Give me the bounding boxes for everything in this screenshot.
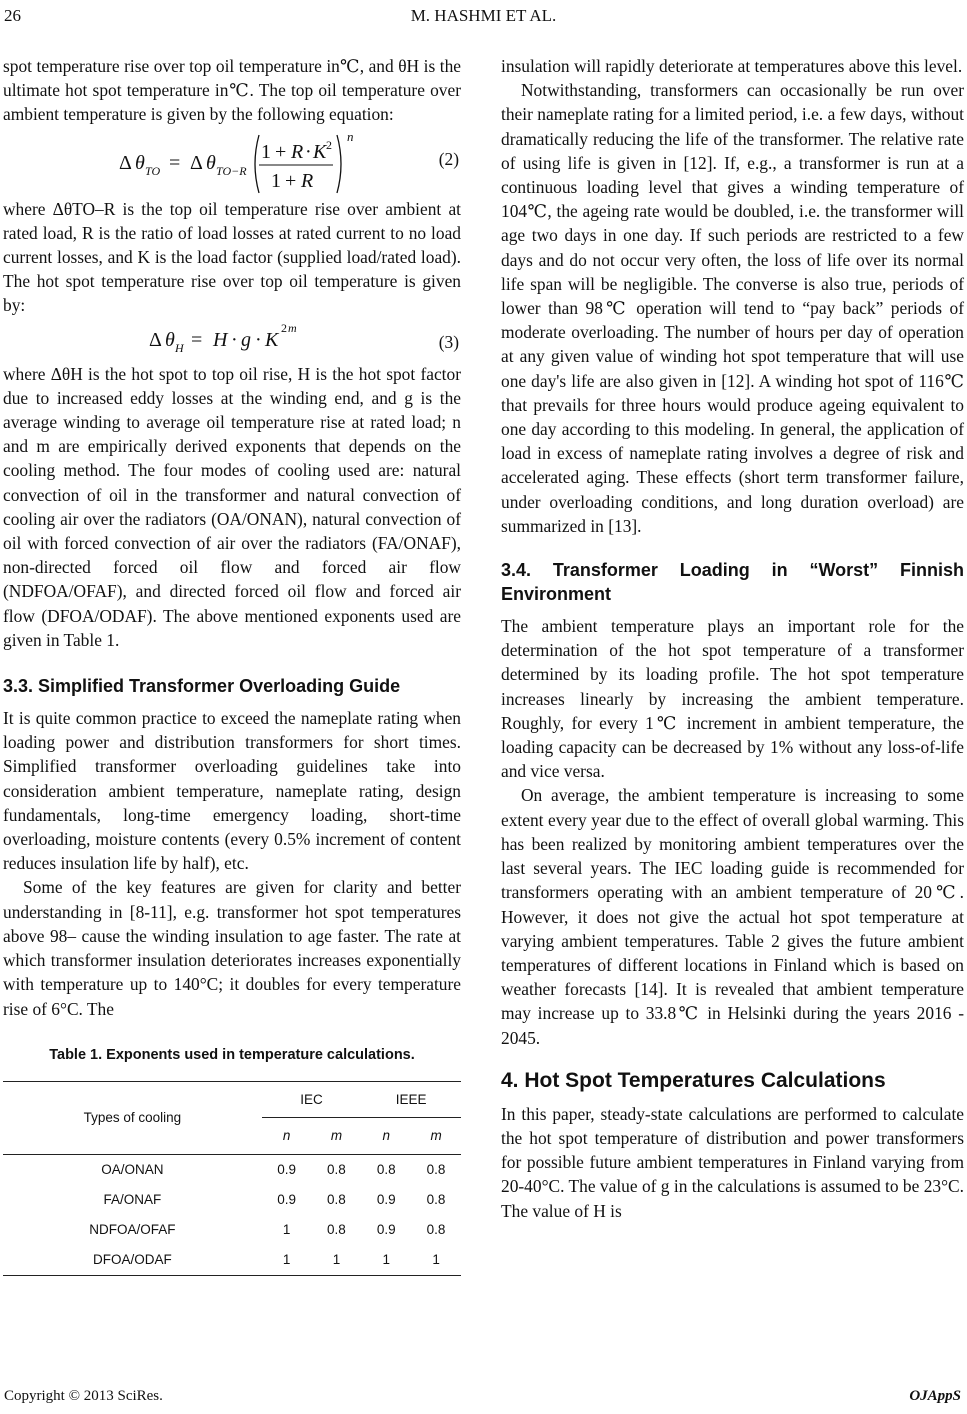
table-row — [3, 1154, 461, 1185]
journal-name: OJAppS — [909, 1388, 961, 1404]
table-cell: 0.9 — [376, 1191, 396, 1207]
svg-text:R: R — [291, 140, 304, 163]
paragraph: where ΔθTO–R is the top oil temperature rise over ambient at rated load, R is the ratio of load losses at rated current to no load current losses, and K is the load factor (supplied load/rated load). The hot spot temperature rise over top oil temperature is given by: — [3, 198, 461, 316]
svg-text:1: 1 — [261, 140, 271, 163]
table-cell: 0.9 — [277, 1191, 297, 1207]
table-header: m — [330, 1128, 343, 1144]
section-heading: 4. Hot Spot Temperatures Calculations — [501, 1068, 886, 1092]
paragraph: On average, the ambient temperature is increasing to some extent every year due to the effect of overall global warming. This has been realized by monitoring ambient temperatures over the last several years. The IEC loading guide is recommended for transformers operating with an ambient temperature of 20℃. However, it does not give the actual hot spot temperature at varying ambient temperatures. Table 2 gives the future ambient temperatures of different locations in Finland which is based on weather forecasts [14]. It is revealed that ambient temperature may increase up to 33.8℃ in Helsinki during the years 2016 - 2045. — [501, 785, 964, 1048]
svg-text:Δ: Δ — [190, 151, 203, 174]
equation-number: (3) — [438, 331, 459, 352]
table-cell: 0.8 — [327, 1191, 346, 1207]
table-header: IEEE — [361, 1081, 461, 1118]
paragraph: where ΔθH is the hot spot to top oil rise, H is the hot spot factor due to increased eddy losses at the winding end, and g is the average winding to average oil temperature rise at rated load; n and m are empirically derived exponents that depends on the cooling method. The four modes of cooling used are: natural convection of oil in the transformer and natural convection of cooling air over the radiators (OA/ONAN), natural convection of oil with forced convection of air over the radiators (FA/ONAF), non-directed forced oil flow and forced air flow (NDFOA/OFAF), and directed forced oil flow and forced air flow (DFOA/ODAF). The above mentioned exponents used are given in Table 1. — [3, 363, 461, 650]
running-title: M. HASHMI ET AL. — [410, 6, 557, 25]
section-heading: 3.4. Transformer Loading in “Worst” Finnish Environment — [501, 560, 964, 605]
svg-text:·: · — [255, 328, 262, 351]
table-header: n — [282, 1128, 291, 1144]
table-cell: DFOA/ODAF — [92, 1251, 172, 1267]
svg-text:=: = — [169, 151, 181, 174]
table-cell: FA/ONAF — [103, 1191, 162, 1207]
table-row — [3, 1185, 461, 1215]
svg-text:R: R — [301, 169, 314, 192]
right-column — [501, 54, 964, 1223]
equation-3 — [3, 318, 461, 362]
table-cell: OA/ONAN — [101, 1161, 164, 1177]
table-cell: 0.8 — [327, 1221, 346, 1237]
table-cell: 1 — [432, 1251, 440, 1267]
table-cell: 0.8 — [426, 1221, 446, 1237]
table-cell: NDFOA/OFAF — [89, 1221, 176, 1237]
table-header: IEC — [262, 1081, 362, 1118]
table-header: n — [382, 1128, 390, 1144]
svg-text:TO−R: TO−R — [216, 163, 247, 178]
paragraph: It is quite common practice to exceed the nameplate rating when loading power and distribution transformers for short times. Simplified transformer overloading guidelines take into consideration ambient temperature, nameplate rating, design fundamentals, long-time emergency loading, short-time overloading, moisture contents (every 0.5% increment of content reduces insulation life by half), etc. — [3, 708, 461, 874]
paragraph: In this paper, steady-state calculations are performed to calculate the hot spot temperature of distribution and power transformers for possible future ambient temperatures in Finland varying from 20-40°C. The value of g in the calculations is assumed to be 23°C. The value of H is — [501, 1103, 964, 1221]
page-number: 26 — [4, 6, 21, 25]
section-heading: 3.3. Simplified Transformer Overloading Guide — [3, 676, 401, 697]
svg-text:1: 1 — [271, 169, 281, 192]
equation-2 — [3, 127, 461, 197]
table-caption: Table 1. Exponents used in temperature calculations. — [49, 1046, 415, 1063]
svg-text:g: g — [241, 328, 251, 351]
svg-text:TO: TO — [145, 163, 161, 178]
table-1 — [3, 1081, 461, 1276]
svg-text:θ: θ — [165, 328, 175, 351]
svg-text:+: + — [275, 140, 287, 163]
svg-text:+: + — [285, 169, 297, 192]
svg-text:·: · — [305, 140, 312, 163]
equation-number: (2) — [438, 148, 459, 169]
equation-3-formula — [3, 318, 403, 362]
copyright: Copyright © 2013 SciRes. — [4, 1388, 163, 1404]
table-cell: 0.9 — [277, 1161, 297, 1177]
svg-text:θ: θ — [135, 151, 145, 174]
table-cell: 1 — [282, 1251, 291, 1267]
svg-text:θ: θ — [206, 151, 216, 174]
svg-text:K: K — [313, 140, 327, 163]
paragraph: spot temperature rise over top oil temperature in℃, and θH is the ultimate hot spot temperature in℃. The top oil temperature over ambient temperature is given by the following equation: — [3, 56, 461, 125]
table-cell: 0.8 — [376, 1161, 396, 1177]
table-cell: 0.8 — [426, 1161, 446, 1177]
svg-text:K: K — [265, 328, 279, 351]
svg-text:2: 2 — [326, 137, 332, 152]
svg-text:H: H — [175, 340, 184, 355]
table-cell: 0.8 — [327, 1161, 346, 1177]
svg-text:=: = — [191, 328, 203, 351]
table-cell: 1 — [332, 1251, 341, 1267]
svg-text:n: n — [347, 128, 354, 144]
paragraph: The ambient temperature plays an important role for the determination of the hot spot temperature of a transformer determined by its loading profile. The hot spot temperature increases linearly by increasing the ambient temperature. Roughly, for every 1℃ increment in ambient temperature, the loading capacity can be decreased by 1% without any loss-of-life and vice versa. — [501, 616, 964, 782]
equation-2-formula — [3, 127, 403, 197]
svg-text:2: 2 — [281, 320, 287, 335]
table-header: Types of cooling — [83, 1109, 182, 1125]
table-header: m — [430, 1128, 442, 1144]
svg-text:m: m — [288, 320, 297, 335]
svg-text:Δ: Δ — [119, 151, 132, 174]
table-cell: 0.9 — [376, 1221, 396, 1237]
table-cell: 1 — [382, 1251, 390, 1267]
table-row — [3, 1245, 461, 1276]
paragraph: Some of the key features are given for clarity and better understanding in [8-11], e.g. transformer hot spot temperatures above 98– cause the winding insulation to age faster. The rate at which transformer insulation deteriorates increases exponentially with temperature up to 140°C; it doubles for every temperature rise of 6°C. The — [3, 877, 461, 1019]
svg-text:·: · — [231, 328, 238, 351]
table-cell: 1 — [282, 1221, 291, 1237]
paragraph: Notwithstanding, transformers can occasionally be run over their nameplate rating for a limited period, i.e. a few days, without dramatically reducing the life of the transformer. The relative rate of using life is given in [12]. If, e.g., a transformer is run at a continuous loading level that gives a winding temperature of 104℃, the ageing rate would be doubled, i.e. the transformer will age two days in one day. If such periods are restricted to a few days and do not occur very often, the loss of life over its normal life span will be negligible. The converse is also true, periods of lower than 98℃ operation will tend to “pay back” periods of moderate overloading. The number of hours per day of operation at any given value of winding hot spot temperature that will use one day's life are also given in [12]. A winding hot spot of 116℃ that prevails for three hours would produce ageing equivalent to one day according to this modeling. In general, the application of load in excess of nameplate rating involves a degree of risk and accelerated aging. These effects (short term transformer failure, under overloading conditions, and long duration overload) are summarized in [13]. — [501, 80, 964, 536]
svg-text:Δ: Δ — [149, 328, 162, 351]
table-cell: 0.8 — [426, 1191, 446, 1207]
svg-text:H: H — [213, 328, 228, 351]
paragraph: insulation will rapidly deteriorate at temperatures above this level. — [501, 56, 963, 76]
left-column — [3, 54, 461, 1276]
table-row — [3, 1215, 461, 1245]
